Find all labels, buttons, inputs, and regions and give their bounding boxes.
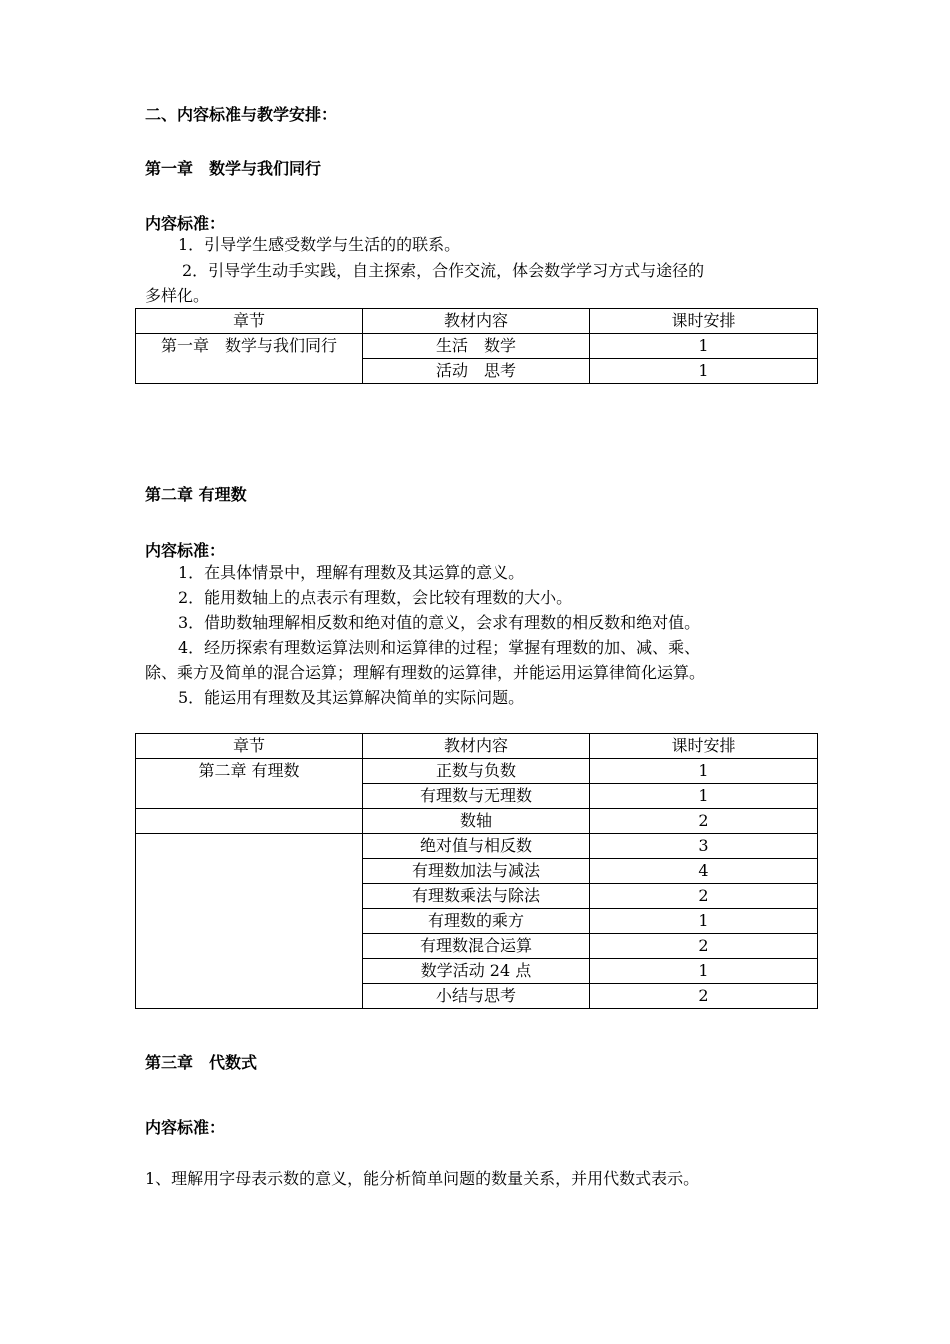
chapter1-item-1: 1．引导学生感受数学与生活的的联系。 — [178, 235, 461, 254]
content-cell: 绝对值与相反数 — [363, 834, 590, 859]
content-cell: 有理数乘法与除法 — [363, 884, 590, 909]
chapter2-item-1: 1．在具体情景中，理解有理数及其运算的意义。 — [178, 563, 525, 582]
chapter2-item-2: 2．能用数轴上的点表示有理数，会比较有理数的大小。 — [178, 588, 573, 607]
hours-cell: 2 — [590, 884, 818, 909]
hours-cell: 1 — [590, 909, 818, 934]
chapter1-title: 第一章 数学与我们同行 — [145, 159, 322, 178]
header-hours: 课时安排 — [590, 309, 818, 334]
content-cell: 数学活动 24 点 — [363, 959, 590, 984]
chapter-cell: 第二章 有理数 — [136, 759, 363, 809]
content-cell: 生活 数学 — [363, 334, 590, 359]
chapter1-standard-label: 内容标准： — [145, 214, 226, 233]
hours-cell: 1 — [590, 334, 818, 359]
table-row — [136, 759, 818, 784]
chapter3-item-1: 1、理解用字母表示数的意义，能分析简单问题的数量关系，并用代数式表示。 — [145, 1169, 700, 1188]
chapter2-title: 第二章 有理数 — [145, 485, 247, 504]
chapter3-title: 第三章 代数式 — [145, 1053, 258, 1072]
header-chapter: 章节 — [136, 309, 363, 334]
table-row — [136, 809, 818, 834]
header-hours: 课时安排 — [590, 734, 818, 759]
chapter2-schedule-table — [135, 733, 818, 1009]
table-row — [136, 334, 818, 359]
empty-chapter-cell — [136, 834, 363, 1009]
empty-chapter-cell — [136, 809, 363, 834]
chapter1-schedule-table — [135, 308, 818, 384]
section-heading: 二、内容标准与教学安排： — [145, 105, 338, 124]
hours-cell: 2 — [590, 984, 818, 1009]
content-cell: 活动 思考 — [363, 359, 590, 384]
chapter2-item-5: 5．能运用有理数及其运算解决简单的实际问题。 — [178, 688, 525, 707]
hours-cell: 4 — [590, 859, 818, 884]
hours-cell: 1 — [590, 759, 818, 784]
table-header-row — [136, 734, 818, 759]
chapter2-item-4: 4．经历探索有理数运算法则和运算律的过程；掌握有理数的加、减、乘、 — [178, 638, 701, 657]
hours-cell: 3 — [590, 834, 818, 859]
chapter1-item-2: 2．引导学生动手实践，自主探索，合作交流，体会数学学习方式与途径的 — [182, 261, 705, 280]
content-cell: 正数与负数 — [363, 759, 590, 784]
content-cell: 有理数加法与减法 — [363, 859, 590, 884]
chapter-cell: 第一章 数学与我们同行 — [136, 334, 363, 384]
chapter2-standard-label: 内容标准： — [145, 541, 226, 560]
content-cell: 数轴 — [363, 809, 590, 834]
content-cell: 小结与思考 — [363, 984, 590, 1009]
header-content: 教材内容 — [363, 309, 590, 334]
hours-cell: 1 — [590, 784, 818, 809]
table-row — [136, 834, 818, 859]
table-header-row — [136, 309, 818, 334]
hours-cell: 2 — [590, 934, 818, 959]
chapter1-item-2-continuation: 多样化。 — [145, 286, 210, 305]
chapter3-standard-label: 内容标准： — [145, 1118, 226, 1137]
header-chapter: 章节 — [136, 734, 363, 759]
hours-cell: 1 — [590, 959, 818, 984]
hours-cell: 2 — [590, 809, 818, 834]
content-cell: 有理数与无理数 — [363, 784, 590, 809]
content-cell: 有理数混合运算 — [363, 934, 590, 959]
header-content: 教材内容 — [363, 734, 590, 759]
hours-cell: 1 — [590, 359, 818, 384]
content-cell: 有理数的乘方 — [363, 909, 590, 934]
chapter2-item-4-continuation: 除、乘方及简单的混合运算；理解有理数的运算律，并能运用运算律简化运算。 — [145, 663, 706, 682]
chapter2-item-3: 3．借助数轴理解相反数和绝对值的意义，会求有理数的相反数和绝对值。 — [178, 613, 701, 632]
